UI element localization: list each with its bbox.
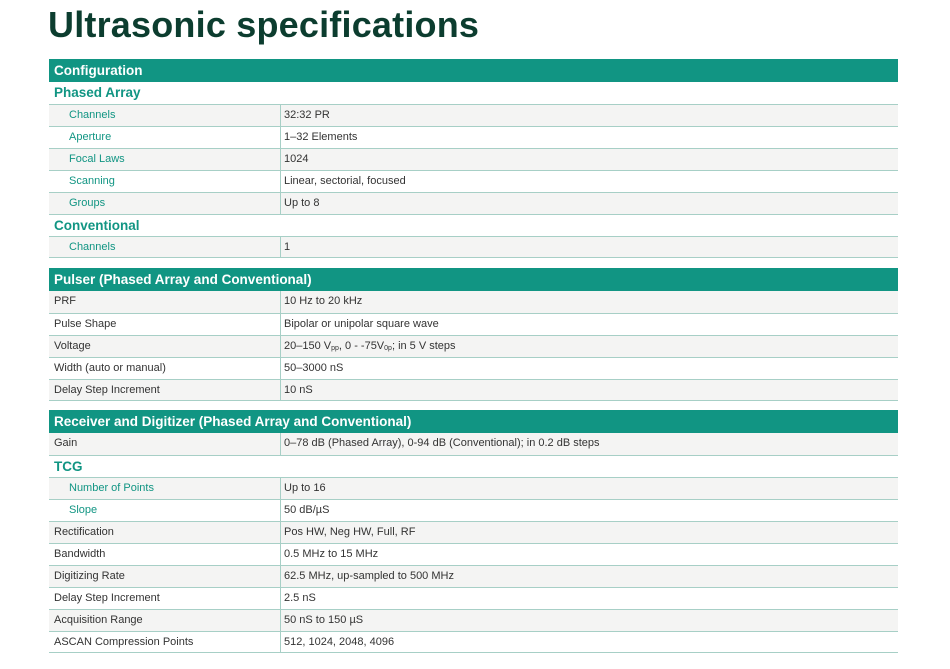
page-title: Ultrasonic specifications: [48, 4, 480, 45]
table-row: [49, 357, 898, 379]
spec-label: Groups: [49, 193, 281, 214]
table-row: [49, 433, 898, 455]
spec-value: 32:32 PR: [284, 109, 330, 121]
spec-value: 512, 1024, 2048, 4096: [284, 636, 395, 648]
table-row: [49, 335, 898, 357]
spec-value: 2.5 nS: [284, 592, 316, 604]
table-row: [49, 192, 898, 214]
spec-value: Up to 8: [284, 197, 320, 209]
spec-label: ASCAN Compression Points: [49, 632, 281, 652]
tcg-subheader: TCG: [49, 455, 898, 477]
spec-value: 0.5 MHz to 15 MHz: [284, 548, 379, 560]
configuration-table: [49, 59, 898, 258]
spec-value: 1–32 Elements: [284, 131, 358, 143]
spec-label: Bandwidth: [49, 544, 281, 565]
spec-value: 50 nS to 150 µS: [284, 614, 364, 626]
spec-value: 50 dB/µS: [284, 504, 330, 516]
pulser-table: [49, 268, 898, 401]
spec-value: [281, 336, 456, 357]
voltage-part: 20–150 V: [284, 340, 332, 352]
spec-label: Channels: [49, 237, 281, 257]
table-row: [49, 291, 898, 313]
table-row: [49, 477, 898, 499]
spec-label: Gain: [49, 433, 281, 455]
spec-label: Width (auto or manual): [49, 358, 281, 379]
receiver-header: Receiver and Digitizer (Phased Array and Conventional): [49, 410, 898, 433]
spec-label: Rectification: [49, 522, 281, 543]
phased-array-subheader: Phased Array: [49, 82, 898, 104]
spec-value: Up to 16: [284, 482, 326, 494]
pulser-header: Pulser (Phased Array and Conventional): [49, 268, 898, 291]
conventional-subheader: Conventional: [49, 214, 898, 236]
configuration-header: Configuration: [49, 59, 898, 82]
table-row: [49, 236, 898, 258]
spec-label: Voltage: [49, 336, 281, 357]
table-row: [49, 148, 898, 170]
spec-label: PRF: [49, 291, 281, 313]
table-row: [49, 104, 898, 126]
table-row: [49, 609, 898, 631]
spec-label: Acquisition Range: [49, 610, 281, 631]
spec-value: 62.5 MHz, up-sampled to 500 MHz: [284, 570, 454, 582]
spec-label: Delay Step Increment: [49, 588, 281, 609]
table-row: [49, 521, 898, 543]
table-row: [49, 499, 898, 521]
table-row: [49, 543, 898, 565]
spec-label: Delay Step Increment: [49, 380, 281, 400]
spec-label: Scanning: [49, 171, 281, 192]
spec-value: 1: [284, 241, 291, 253]
spec-label: Aperture: [49, 127, 281, 148]
spec-label: Channels: [49, 105, 281, 126]
spec-value: Bipolar or unipolar square wave: [284, 318, 439, 330]
table-row: [49, 379, 898, 401]
table-row: [49, 126, 898, 148]
spec-label: Digitizing Rate: [49, 566, 281, 587]
spec-label: Slope: [49, 500, 281, 521]
table-row: [49, 587, 898, 609]
spec-value: 10 nS: [284, 384, 313, 396]
spec-value: 10 Hz to 20 kHz: [284, 295, 363, 307]
voltage-part: ; in 5 V steps: [391, 340, 456, 352]
table-row: [49, 565, 898, 587]
table-row: [49, 313, 898, 335]
spec-value: 1024: [284, 153, 309, 165]
spec-value: Linear, sectorial, focused: [284, 175, 406, 187]
spec-value: 50–3000 nS: [284, 362, 344, 374]
spec-label: Focal Laws: [49, 149, 281, 170]
spec-value: 0–78 dB (Phased Array), 0-94 dB (Conventional); in 0.2 dB steps: [284, 437, 600, 449]
table-row: [49, 631, 898, 653]
table-row: [49, 170, 898, 192]
spec-label: Pulse Shape: [49, 314, 281, 335]
receiver-table: [49, 410, 898, 653]
spec-label: Number of Points: [49, 478, 281, 499]
voltage-subscript: pp: [331, 345, 339, 352]
voltage-subscript: 0p: [384, 345, 392, 352]
spec-value: Pos HW, Neg HW, Full, RF: [284, 526, 416, 538]
voltage-part: , 0 - -75V: [338, 340, 385, 352]
